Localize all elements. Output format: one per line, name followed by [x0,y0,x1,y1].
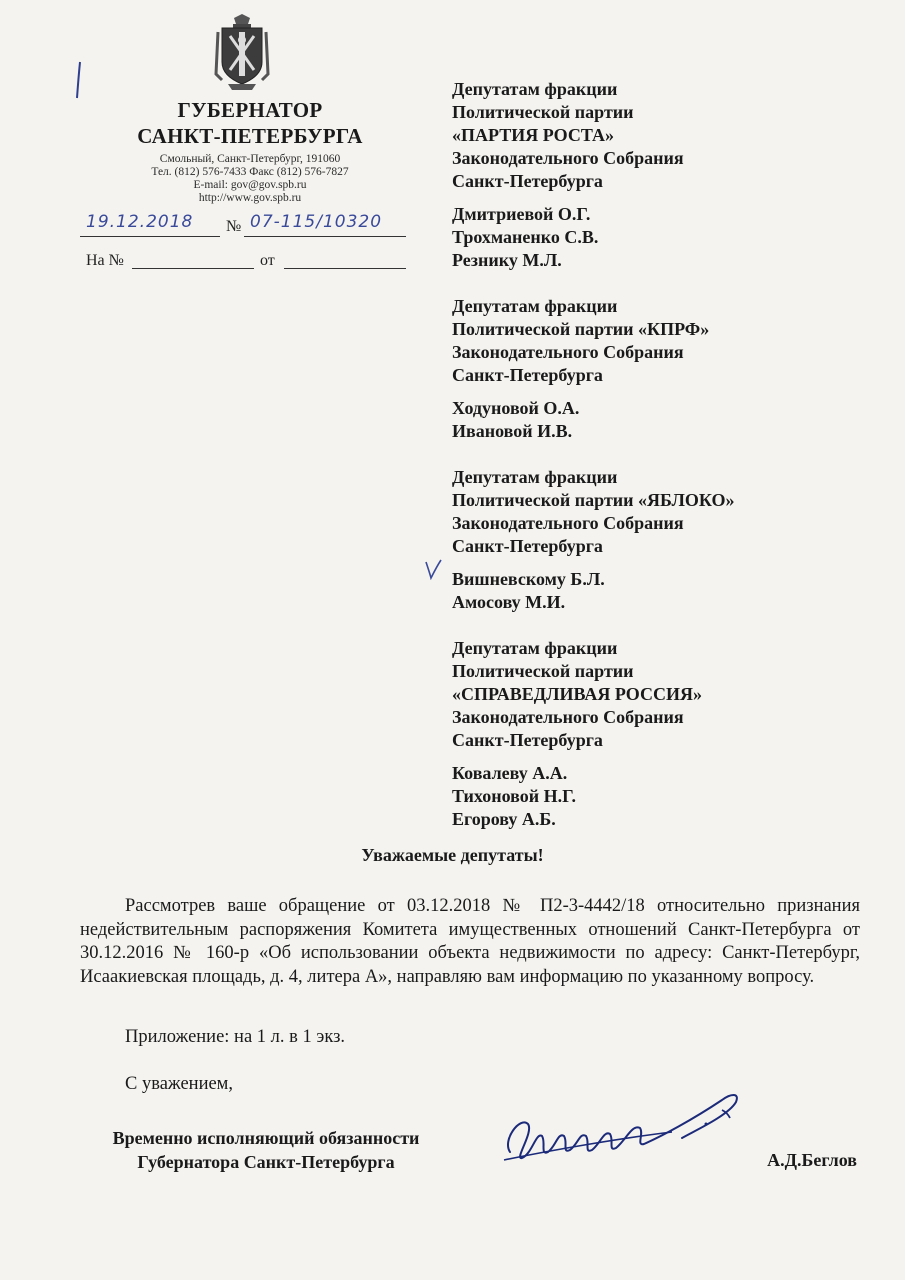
recipient-name: Трохманенко С.В. [452,227,599,247]
recipient-line: Депутатам фракции [452,296,618,316]
recipient-line: Санкт-Петербурга [452,536,603,556]
recipient-line: Депутатам фракции [452,638,618,658]
handwritten-checkmark-icon [424,558,442,580]
recipient-line: Депутатам фракции [452,79,618,99]
recipient-line: Политической партии [452,102,634,122]
reply-date-underline [284,268,406,269]
date-underline [80,236,220,237]
recipient-line: Политической партии «ЯБЛОКО» [452,490,735,510]
recipient-line: Законодательного Собрания [452,148,684,168]
signer-name: А.Д.Беглов [767,1150,857,1170]
coat-of-arms-emblem [212,14,272,90]
handwritten-number: 07-115/10320 [250,212,383,232]
governor-city: САНКТ-ПЕТЕРБУРГА [137,124,363,148]
recipient-name: Амосову М.И. [452,592,566,612]
recipient-name: Ивановой И.В. [452,421,573,441]
phone-fax: Тел. (812) 576-7433 Факс (812) 576-7827 [151,166,349,178]
governor-title: ГУБЕРНАТОР [177,98,323,122]
recipient-name: Ходуновой О.А. [452,398,580,418]
body-paragraph: Рассмотрев ваше обращение от 03.12.2018 № П2-3-4442/18 относительно признания недействительным распоряжения Комитета имущественных отношений Санкт-Петербурга от 30.12.2016 № 160-р «Об использовании объекта недвижимости по адресу: Санкт-Петербург, Исаакиевская площадь, д. 4, литера А», направляю вам информацию по указанному вопросу. [80,896,860,987]
recipient-group [452,295,872,443]
recipient-group [452,466,872,614]
recipient-line: Законодательного Собрания [452,707,684,727]
recipient-name: Ковалеву А.А. [452,763,568,783]
address: Смольный, Санкт-Петербург, 191060 [159,153,341,165]
number-underline [244,236,406,237]
recipient-line: Законодательного Собрания [452,342,684,362]
closing: С уважением, [125,1074,234,1094]
recipient-name: Резнику М.Л. [452,250,562,270]
recipient-group [452,637,872,831]
handwritten-signature [492,1080,752,1190]
recipient-line: «СПРАВЕДЛИВАЯ РОССИЯ» [452,684,702,704]
recipient-line: Депутатам фракции [452,467,618,487]
recipient-line: Законодательного Собрания [452,513,684,533]
reply-to-label: На № [86,252,124,269]
recipient-group [452,78,872,272]
handwritten-date: 19.12.2018 [86,212,194,232]
signer-position-line: Губернатора Санкт-Петербурга [137,1152,395,1172]
recipient-name: Егорову А.Б. [452,809,556,829]
website: http://www.gov.spb.ru [198,192,302,204]
letter-body [80,895,860,989]
reply-number-underline [132,268,254,269]
signer-position-line: Временно исполняющий обязанности [112,1128,420,1148]
attachment-note: Приложение: на 1 л. в 1 экз. [125,1027,346,1047]
salutation: Уважаемые депутаты! [361,845,544,865]
recipient-line: «ПАРТИЯ РОСТА» [452,125,614,145]
recipient-name: Вишневскому Б.Л. [452,569,605,589]
recipient-line: Санкт-Петербурга [452,171,603,191]
recipient-line: Санкт-Петербурга [452,730,603,750]
recipient-line: Политической партии «КПРФ» [452,319,710,339]
email: E-mail: gov@gov.spb.ru [193,179,307,191]
recipient-name: Дмитриевой О.Г. [452,204,591,224]
recipient-line: Санкт-Петербурга [452,365,603,385]
number-label: № [226,218,242,235]
signer-position [80,1126,452,1174]
reply-from-label: от [260,252,275,269]
recipient-name: Тихоновой Н.Г. [452,786,577,806]
handwritten-mark [70,60,90,100]
recipient-line: Политической партии [452,661,634,681]
recipients-block [452,78,872,854]
